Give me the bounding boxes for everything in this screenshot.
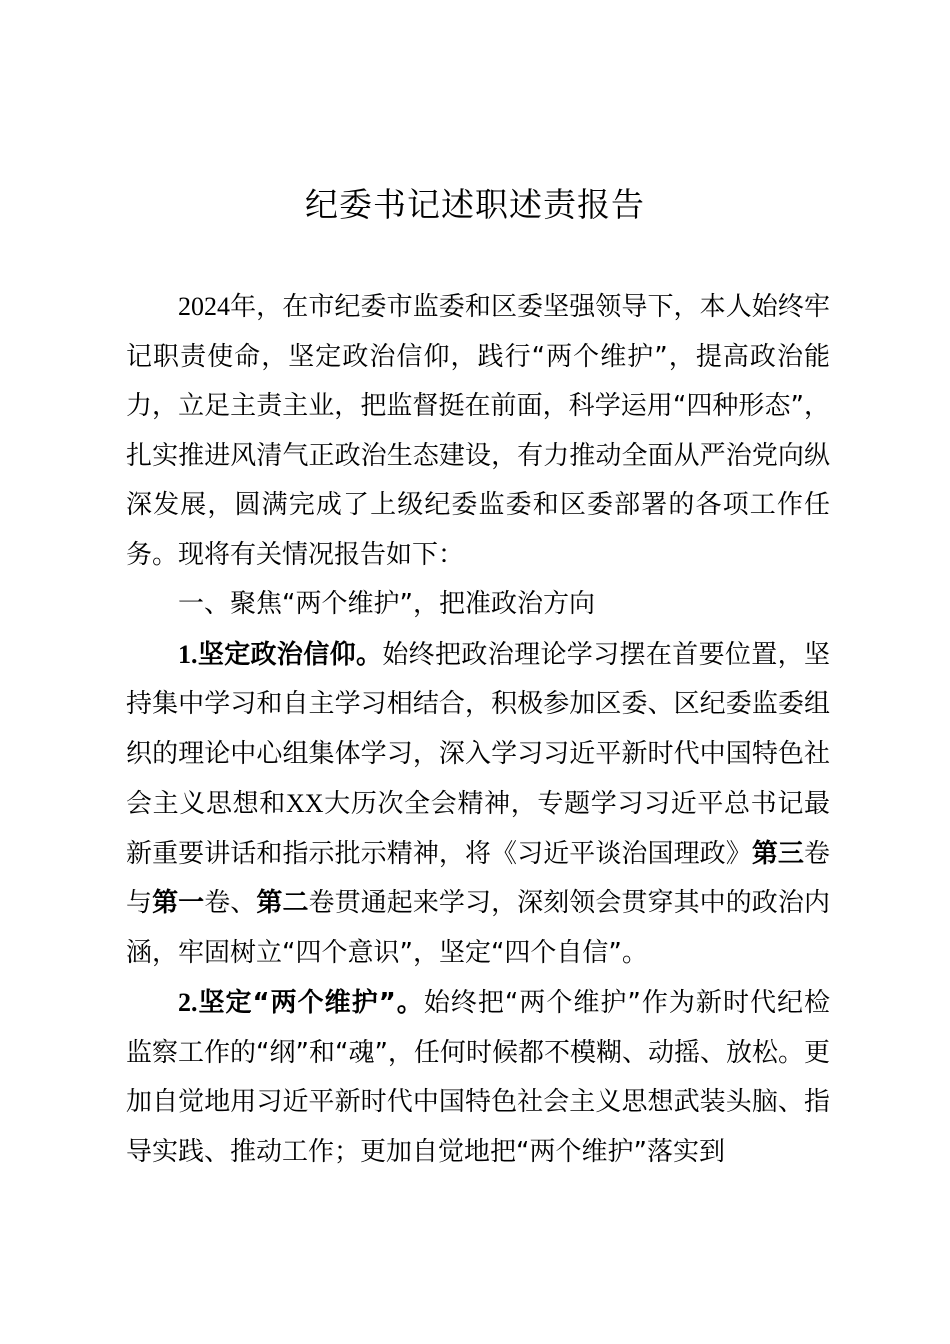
item-1-paragraph xyxy=(126,630,830,979)
item-2-paragraph xyxy=(126,978,830,1177)
document-title: 纪委书记述职述责报告 xyxy=(305,185,645,224)
item-1-lead: 坚定政治信仰。 xyxy=(197,639,383,670)
item-1-number: 1. xyxy=(178,639,198,669)
item-1-xx: XX xyxy=(285,789,324,818)
item-1-text-1: 始终把政治理论学习摆在首要位置，坚持集中学习和自主学习相结合，积极参加区委、区纪委监委组织的理论中心组集体学习，深入学习习近平新时代中国特色社会主义思想和 xyxy=(126,639,830,819)
item-1-bold-1: 第三 xyxy=(751,838,804,869)
intro-year: 2024 xyxy=(178,292,230,321)
item-1-text-2: 大历次全会精神，专题学习习近平总书记最新重要讲话和指示批示精神，将《习近平谈治国理政》 xyxy=(126,789,830,869)
item-2-text: 始终把“两个维护”作为新时代纪检监察工作的“纲”和“魂”，任何时候都不模糊、动摇、放松。更加自觉地用习近平新时代中国特色社会主义思想武装头脑、指导实践、推动工作；更加自觉地把“两个维护”落实到 xyxy=(126,988,830,1167)
item-1-text-4: 卷、 xyxy=(204,888,257,918)
item-1-text-5: 卷贯通起来学习，深刻领会贯穿其中的政治内涵，牢固树立“四个意识”，坚定“四个自信”。 xyxy=(126,888,830,968)
intro-paragraph xyxy=(126,282,830,580)
intro-text: 年，在市纪委市监委和区委坚强领导下，本人始终牢记职责使命，坚定政治信仰，践行“两个维护”，提高政治能力，立足主责主业，把监督挺在前面，科学运用“四种形态”，扎实推进风清气正政治生态建设，有力推动全面从严治党向纵深发展，圆满完成了上级纪委监委和区委部署的各项工作任务。现将有关情况报告如下： xyxy=(126,292,830,570)
item-2-lead: 坚定“两个维护”。 xyxy=(197,988,424,1018)
item-2-number: 2. xyxy=(178,988,198,1017)
section-heading-1: 一、聚焦“两个维护”，把准政治方向 xyxy=(178,589,595,619)
item-1-bold-3: 第二 xyxy=(256,888,309,918)
item-1-bold-2: 第一 xyxy=(152,888,205,918)
document-body xyxy=(126,282,830,1177)
item-1-text-3: 卷与 xyxy=(126,838,830,918)
